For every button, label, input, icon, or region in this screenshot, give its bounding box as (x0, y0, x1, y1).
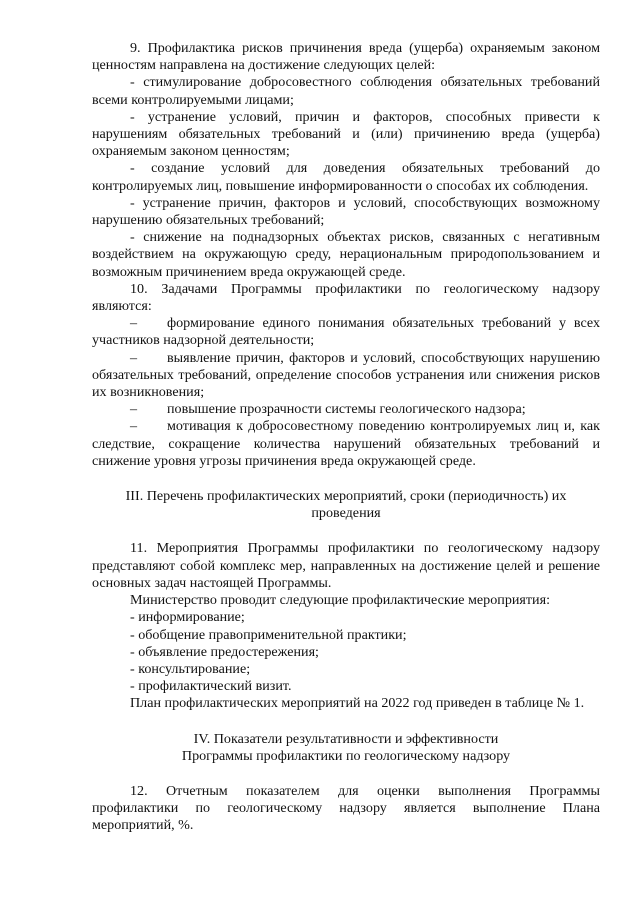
section10-item (92, 418, 600, 470)
heading-line: III. Перечень профилактических мероприятий, сроки (периодичность) их (125, 488, 567, 505)
section11-item: - объявление предостережения; (130, 643, 319, 660)
section12-text: 12. Отчетным показателем для оценки выполнения Программы профилактики по геологическому надзору является выполнение Плана мероприятий, %. (92, 782, 600, 834)
section11-plan: План профилактических мероприятий на 2022 год приведен в таблице № 1. (130, 695, 585, 712)
section9-item: - устранение причин, факторов и условий, способствующих возможному нарушению обязательных требований; (92, 194, 600, 229)
dash-marker: – (130, 349, 138, 366)
section9-item: - снижение на поднадзорных объектах рисков, связанных с негативным воздействием на окружающую среду, нерациональным природопользованием и возможным причинением вреда окружающей среде. (92, 229, 600, 280)
section11-item: - обобщение правоприменительной практики; (130, 626, 407, 643)
dash-marker: – (130, 315, 138, 332)
section10-item (92, 315, 600, 349)
section11-lead: Министерство проводит следующие профилактические мероприятия: (130, 592, 550, 609)
section9-intro: 9. Профилактика рисков причинения вреда (ущерба) охраняемым законом ценностям направлена на достижение следующих целей: (92, 40, 600, 74)
section10-item-text: повышение прозрачности системы геологического надзора; (167, 401, 526, 418)
document-page (92, 40, 600, 835)
section10-item (92, 350, 600, 402)
section10-item (92, 401, 600, 418)
section-heading-4 (92, 731, 600, 765)
heading-line: проведения (311, 505, 381, 522)
section10-item-text: мотивация к добросовестному поведению контролируемых лиц и, как следствие, сокращение количества нарушений обязательных требований и снижение уровня угрозы причинения вреда окружающей среде. (92, 418, 600, 469)
heading-line: Программы профилактики по геологическому надзору (181, 747, 511, 764)
heading-line: IV. Показатели результативности и эффективности (193, 730, 499, 747)
section11-item: - консультирование; (130, 660, 251, 677)
section11-item: - профилактический визит. (130, 678, 292, 695)
section10-item-text: выявление причин, факторов и условий, способствующих нарушению обязательных требований, определение способов устранения или снижения рисков их возникновения; (92, 349, 600, 401)
section11-intro: 11. Мероприятия Программы профилактики по геологическому надзору представляют собой комплекс мер, направленных на достижение целей и решение основных задач настоящей Программы. (92, 540, 600, 591)
section10-item-text: формирование единого понимания обязательных требований у всех участников надзорной деятельности; (92, 315, 600, 349)
section9-item: - стимулирование добросовестного соблюдения обязательных требований всеми контролируемыми лицами; (92, 74, 600, 108)
dash-marker: – (130, 401, 138, 418)
section11-item: - информирование; (130, 609, 245, 626)
section9-item: - устранение условий, причин и факторов, способных привести к нарушениям обязательных требований и (или) причинению вреда (ущерба) охраняемым законом ценностям; (92, 108, 600, 160)
section10-intro: 10. Задачами Программы профилактики по геологическому надзору являются: (92, 280, 600, 315)
dash-marker: – (130, 418, 138, 435)
section9-item: - создание условий для доведения обязательных требований до контролируемых лиц, повышение информированности о способах их соблюдения. (92, 160, 600, 194)
section-heading-3 (92, 488, 600, 522)
